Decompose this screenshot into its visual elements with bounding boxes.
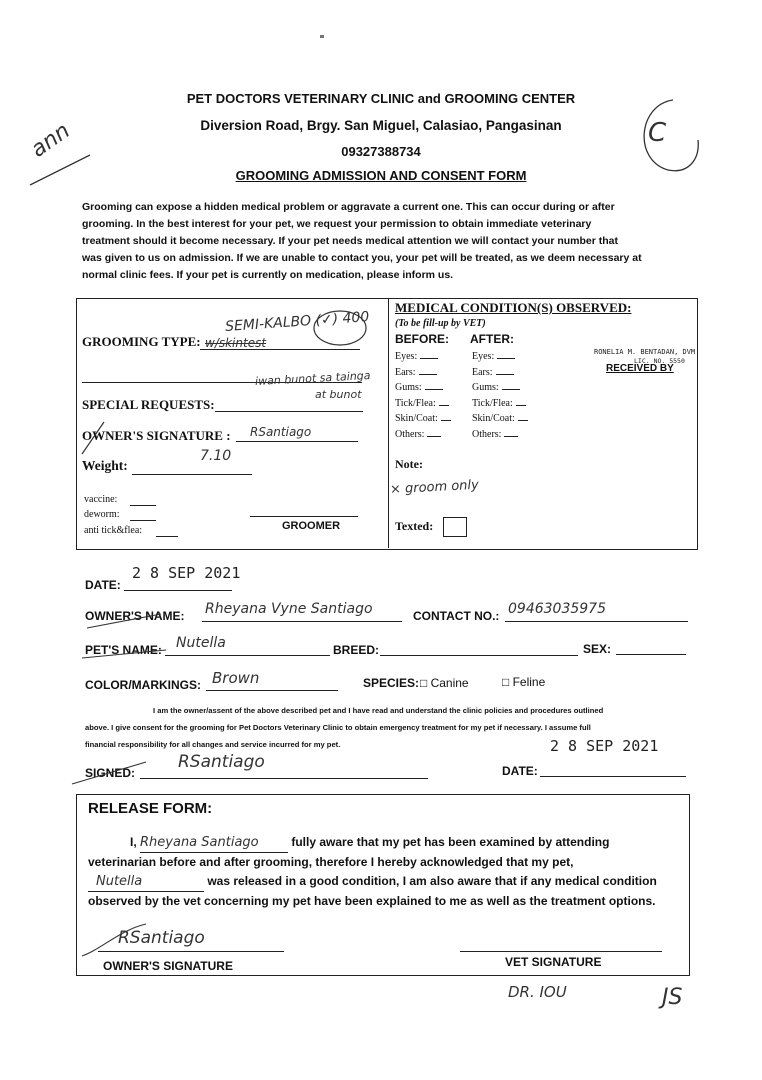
consent-date-label: DATE: — [502, 764, 538, 778]
color-value: Brown — [212, 669, 260, 687]
after-item: Skin/Coat: — [472, 411, 528, 427]
after-item: Others: — [472, 427, 528, 443]
color-line — [206, 690, 338, 691]
right-margin-letter: C — [648, 118, 667, 148]
deworm-line — [130, 520, 156, 521]
signed-label: SIGNED: — [85, 766, 136, 780]
received-by-label: RECEIVED BY — [606, 363, 674, 374]
signed-line — [140, 778, 428, 779]
species-label: SPECIES: — [363, 676, 420, 690]
left-margin-initials: ann — [26, 118, 75, 163]
special-requests-value-1: iwan bunot sa tainga — [254, 368, 371, 389]
before-label: BEFORE: — [395, 332, 449, 346]
consent-line: financial responsibility for all changes and service incurred for my pet. — [85, 740, 341, 749]
consent-line: above. I give consent for the grooming for Pet Doctors Veterinary Clinic to obtain emergency treatment for my pet if necessary. I assume full — [85, 723, 591, 732]
sex-line — [616, 654, 686, 655]
vaccine-line — [130, 505, 156, 506]
scan-dot — [320, 35, 324, 38]
grooming-type-label: GROOMING TYPE: — [82, 334, 201, 349]
medical-title: MEDICAL CONDITION(S) OBSERVED: — [395, 300, 632, 315]
before-list — [395, 349, 451, 443]
box-divider — [388, 298, 389, 548]
release-line-4: observed by the vet concerning my pet have been explained to me as well as the treatment options. — [88, 894, 656, 908]
release-pet-value: Nutella — [88, 872, 204, 892]
intro-paragraph — [82, 199, 692, 284]
contact-value: 09463035975 — [508, 601, 606, 617]
left-margin-stroke — [25, 150, 95, 190]
after-item: Eyes: — [472, 349, 528, 365]
owner-signature-value: RSantiago — [250, 425, 312, 439]
vet-sig-line — [460, 951, 662, 952]
intro-line: Grooming can expose a hidden medical problem or aggravate a current one. This can occur during or after — [82, 201, 615, 213]
pet-name-strike — [80, 640, 170, 664]
owner-name-strike — [85, 608, 165, 632]
before-item: Others: — [395, 427, 451, 443]
breed-label: BREED: — [333, 643, 380, 657]
clinic-name: PET DOCTORS VETERINARY CLINIC and GROOMING CENTER — [186, 91, 576, 106]
clinic-phone: 09327388734 — [341, 144, 421, 159]
owner-name-line — [202, 621, 402, 622]
before-item: Skin/Coat: — [395, 411, 451, 427]
release-line-3: Nutella was released in a good condition, I am also aware that if any medical condition — [88, 872, 684, 892]
texted-label: Texted: — [395, 519, 434, 533]
intro-line: treatment should it become necessary. If your pet needs medical attention we will contact your number that — [82, 235, 619, 247]
right-margin-circle — [628, 90, 708, 180]
owner-sig-label: OWNER'S SIGNATURE — [103, 959, 233, 973]
date-value: 2 8 SEP 2021 — [132, 564, 241, 582]
owner-sig-stroke — [80, 920, 150, 960]
texted-checkbox[interactable] — [443, 517, 467, 537]
grooming-type-circle — [310, 308, 370, 348]
before-item: Ears: — [395, 365, 451, 381]
release-line-1: I, Rheyana Santiago fully aware that my pet has been examined by attending — [88, 833, 684, 853]
medical-subtitle: (To be fill-up by VET) — [395, 318, 486, 329]
pet-name-label: PET'S NAME: — [85, 643, 162, 657]
color-label: COLOR/MARKINGS: — [85, 678, 201, 692]
dr-initials: DR. IOU — [508, 983, 567, 1001]
pet-name-line — [165, 655, 330, 656]
contact-line — [505, 621, 688, 622]
weight-label: Weight: — [82, 458, 128, 473]
after-list — [472, 349, 528, 443]
release-title: RELEASE FORM: — [88, 800, 213, 817]
feline-option[interactable]: □ Feline — [502, 675, 546, 689]
grooming-type-value: SEMI-KALBO (✓) 400 — [224, 308, 370, 336]
contact-label: CONTACT NO.: — [413, 609, 500, 623]
vaccine-label: vaccine: — [84, 494, 118, 505]
owner-name-label: OWNER'S NAME: — [85, 609, 185, 623]
breed-line — [380, 655, 578, 656]
release-line-2: veterinarian before and after grooming, therefore I hereby acknowledged that my pet, — [88, 855, 574, 869]
canine-option[interactable]: □ Canine — [420, 676, 469, 690]
antitick-label: anti tick&flea: — [84, 525, 143, 536]
clinic-address: Diversion Road, Brgy. San Miguel, Calasiao, Pangasinan — [200, 118, 562, 133]
special-requests-label: SPECIAL REQUESTS: — [82, 397, 215, 412]
grooming-type-struck: w/skintest — [205, 336, 267, 350]
before-item: Eyes: — [395, 349, 451, 365]
special-requests-value-2: at bunot — [315, 388, 362, 401]
sex-label: SEX: — [583, 642, 612, 656]
groomer-line — [250, 516, 358, 517]
consent-date-value: 2 8 SEP 2021 — [550, 737, 659, 755]
before-item: Tick/Flea: — [395, 396, 451, 412]
after-label: AFTER: — [470, 332, 514, 346]
owner-name-value: Rheyana Vyne Santiago — [205, 601, 373, 617]
signed-strike — [70, 758, 150, 788]
antitick-line — [156, 536, 178, 537]
release-paragraph — [88, 833, 684, 911]
vet-sig-label: VET SIGNATURE — [505, 955, 602, 969]
after-item: Tick/Flea: — [472, 396, 528, 412]
owner-signature-label: OWNER'S SIGNATURE : — [82, 428, 231, 443]
deworm-label: deworm: — [84, 509, 120, 520]
after-item: Ears: — [472, 365, 528, 381]
weight-value: 7.10 — [200, 448, 232, 464]
note-label: Note: — [395, 457, 423, 471]
special-requests-line — [215, 411, 363, 412]
weight-line — [132, 474, 252, 475]
owner-signature-strike — [78, 418, 108, 458]
pet-name-value: Nutella — [176, 635, 226, 651]
date-label: DATE: — [85, 578, 121, 592]
owner-sig-value: RSantiago — [118, 928, 205, 948]
date-line — [124, 590, 232, 591]
vet-stamp-license: LIC. NO. 5550 — [634, 357, 685, 365]
intro-line: was given to us on admission. If we are unable to contact you, your pet will be treated, as we deem necessary at — [82, 252, 642, 264]
right-initials: JS — [662, 985, 683, 1010]
vet-stamp-name: RONELIA M. BENTADAN, DVM — [594, 348, 696, 356]
release-owner-value: Rheyana Santiago — [140, 833, 288, 853]
intro-line: normal clinic fees. If your pet is currently on medication, please inform us. — [82, 269, 454, 281]
consent-line: I am the owner/assent of the above described pet and I have read and understand the clinic policies and procedures outlined — [153, 706, 604, 715]
after-item: Gums: — [472, 380, 528, 396]
form-title: GROOMING ADMISSION AND CONSENT FORM — [235, 168, 527, 183]
signed-value: RSantiago — [178, 752, 265, 772]
groomer-label: GROOMER — [282, 520, 341, 532]
consent-date-line — [540, 776, 686, 777]
before-item: Gums: — [395, 380, 451, 396]
intro-line: grooming. In the best interest for your pet, we request your permission to obtain immediate veterinary — [82, 218, 592, 230]
owner-signature-line — [236, 441, 358, 442]
note-value: × groom only — [389, 477, 480, 498]
